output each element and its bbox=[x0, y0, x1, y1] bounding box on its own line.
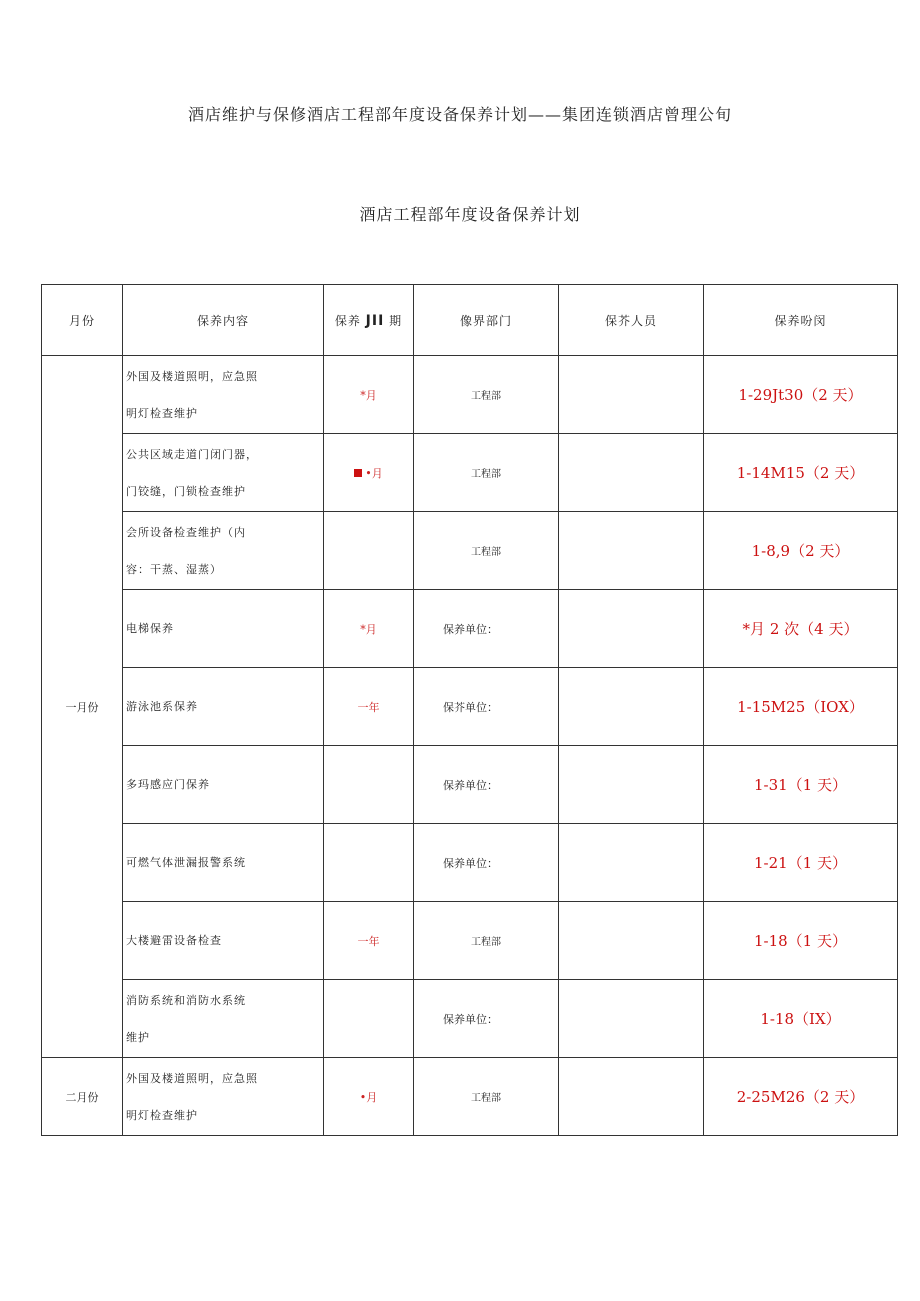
table-row bbox=[42, 902, 898, 980]
person-cell bbox=[559, 1058, 704, 1136]
timing-cell: 1-18（1 天） bbox=[704, 902, 898, 980]
header-period-suffix: 期 bbox=[389, 313, 403, 328]
timing-cell: 1-29Jt30（2 天） bbox=[704, 356, 898, 434]
table-row bbox=[42, 356, 898, 434]
header-content: 保养内容 bbox=[123, 285, 324, 356]
month-cell-january: 一月份 bbox=[42, 356, 123, 1058]
period-cell: *月 bbox=[324, 590, 414, 668]
period-cell bbox=[324, 824, 414, 902]
content-cell: 电梯保养 bbox=[123, 590, 324, 668]
header-period-prefix: 保养 bbox=[334, 313, 361, 328]
header-person: 保芥人员 bbox=[559, 285, 704, 356]
table-row bbox=[42, 434, 898, 512]
table-title: 酒店工程部年度设备保养计划 bbox=[359, 205, 581, 224]
dept-cell: 工程部 bbox=[414, 1058, 559, 1136]
content-cell: 公共区域走道门闭门器， 门铰缝，门锁检查维护 bbox=[123, 434, 324, 512]
header-dept: 像界部门 bbox=[414, 285, 559, 356]
period-cell: 一年 bbox=[324, 902, 414, 980]
table-body bbox=[42, 356, 898, 1136]
dept-cell: 保养单位： bbox=[414, 824, 559, 902]
header-row bbox=[42, 285, 898, 356]
dept-cell: 保养单位： bbox=[414, 590, 559, 668]
content-cell: 会所设备检查维护（内 容：干蒸、湿蒸） bbox=[123, 512, 324, 590]
period-cell bbox=[324, 512, 414, 590]
timing-cell: 1-21（1 天） bbox=[704, 824, 898, 902]
timing-cell: 1-31（1 天） bbox=[704, 746, 898, 824]
header-timing: 保养吩闵 bbox=[704, 285, 898, 356]
period-cell bbox=[324, 980, 414, 1058]
period-cell bbox=[324, 746, 414, 824]
period-cell: •月 bbox=[324, 434, 414, 512]
table-row bbox=[42, 512, 898, 590]
dept-cell: 工程部 bbox=[414, 902, 559, 980]
timing-cell: 1-14M15（2 天） bbox=[704, 434, 898, 512]
content-cell: 多玛感应门保养 bbox=[123, 746, 324, 824]
content-cell: 大楼避雷设备检查 bbox=[123, 902, 324, 980]
content-cell: 外国及楼道照明，应急照 明灯检查维护 bbox=[123, 356, 324, 434]
dept-cell: 工程部 bbox=[414, 356, 559, 434]
maintenance-plan-table bbox=[41, 284, 898, 1136]
person-cell bbox=[559, 746, 704, 824]
table-row bbox=[42, 1058, 898, 1136]
timing-cell: *月 2 次（4 天） bbox=[704, 590, 898, 668]
person-cell bbox=[559, 902, 704, 980]
table-row bbox=[42, 668, 898, 746]
timing-cell: 2-25M26（2 天） bbox=[704, 1058, 898, 1136]
period-cell: •月 bbox=[324, 1058, 414, 1136]
table-row bbox=[42, 590, 898, 668]
header-period-mark: JII bbox=[365, 312, 385, 329]
timing-cell: 1-15M25（IOX） bbox=[704, 668, 898, 746]
person-cell bbox=[559, 356, 704, 434]
dept-cell: 保芥单位： bbox=[414, 668, 559, 746]
content-cell: 游泳池系保养 bbox=[123, 668, 324, 746]
month-cell-february: 二月份 bbox=[42, 1058, 123, 1136]
period-cell: 一年 bbox=[324, 668, 414, 746]
dept-cell: 工程部 bbox=[414, 512, 559, 590]
timing-cell: 1-8,9（2 天） bbox=[704, 512, 898, 590]
person-cell bbox=[559, 824, 704, 902]
header-month: 月份 bbox=[42, 285, 123, 356]
document-title: 酒店维护与保修酒店工程部年度设备保养计划——集团连锁酒店曾理公旬 bbox=[187, 105, 732, 124]
header-period bbox=[324, 285, 414, 356]
table-row bbox=[42, 746, 898, 824]
person-cell bbox=[559, 434, 704, 512]
person-cell bbox=[559, 512, 704, 590]
dept-cell: 工程部 bbox=[414, 434, 559, 512]
table-row bbox=[42, 980, 898, 1058]
period-cell: *月 bbox=[324, 356, 414, 434]
content-cell: 外国及楼道照明，应急照 明灯检查维护 bbox=[123, 1058, 324, 1136]
content-cell: 消防系统和消防水系统 维护 bbox=[123, 980, 324, 1058]
red-square-mark bbox=[354, 469, 362, 477]
person-cell bbox=[559, 668, 704, 746]
person-cell bbox=[559, 980, 704, 1058]
table-row bbox=[42, 824, 898, 902]
person-cell bbox=[559, 590, 704, 668]
timing-cell: 1-18（IX） bbox=[704, 980, 898, 1058]
content-cell: 可燃气体泄漏报警系统 bbox=[123, 824, 324, 902]
dept-cell: 保养单位： bbox=[414, 980, 559, 1058]
dept-cell: 保养单位： bbox=[414, 746, 559, 824]
